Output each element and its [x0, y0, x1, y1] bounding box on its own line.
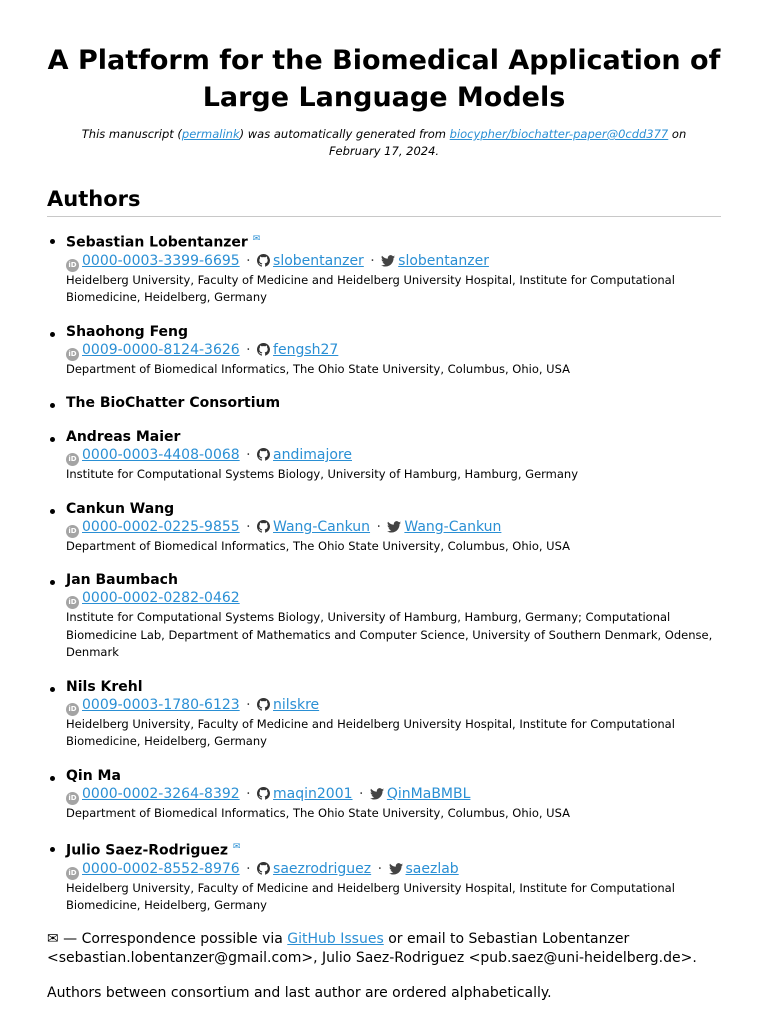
orcid-icon: iD: [66, 596, 79, 609]
orcid-link[interactable]: 0000-0002-0282-0462: [82, 590, 240, 607]
orcid-link[interactable]: 0000-0002-8552-8976: [82, 860, 240, 877]
author-order-note: Authors between consortium and last author are ordered alphabetically.: [47, 984, 552, 1001]
separator: ·: [241, 518, 256, 535]
author-item: [47, 231, 721, 307]
separator: ·: [241, 785, 256, 802]
github-icon: [257, 787, 270, 805]
paper-title: A Platform for the Biomedical Application of Large Language Models: [47, 45, 721, 113]
orcid-icon: iD: [66, 792, 79, 805]
paper-page: [47, 0, 721, 1017]
author-item: [47, 501, 721, 556]
separator: ·: [241, 341, 256, 358]
author-ids: [66, 785, 721, 805]
github-icon: [257, 862, 270, 880]
github-icon: [257, 448, 270, 466]
author-ids: [66, 860, 721, 880]
twitter-icon: [387, 520, 401, 538]
orcid-icon: iD: [66, 259, 79, 272]
author-ids: [66, 341, 721, 361]
github-link[interactable]: saezrodriguez: [273, 860, 372, 877]
github-link[interactable]: andimajore: [273, 447, 352, 464]
twitter-link[interactable]: Wang-Cankun: [404, 518, 502, 535]
separator: ·: [372, 518, 386, 535]
orcid-icon: iD: [66, 348, 79, 361]
author-ids: [66, 696, 721, 716]
manuscript-note: This manuscript (permalink) was automatically generated from biocypher/biochatter-paper@0cdd377 on February 17, 2024.: [81, 127, 687, 158]
orcid-link[interactable]: 0000-0003-3399-6695: [82, 252, 240, 269]
separator: ·: [241, 696, 256, 713]
author-item: [47, 839, 721, 915]
author-affiliation: Heidelberg University, Faculty of Medicine and Heidelberg University Hospital, Institute for Computational Biomedicine, Heidelberg, Germany: [66, 880, 675, 913]
author-affiliation: Department of Biomedical Informatics, The Ohio State University, Columbus, Ohio, USA: [66, 538, 570, 553]
author-list: [47, 231, 721, 915]
github-icon: [257, 254, 270, 272]
repo-commit-link[interactable]: biocypher/biochatter-paper@0cdd377: [449, 127, 669, 141]
orcid-icon: iD: [66, 703, 79, 716]
orcid-icon: iD: [66, 525, 79, 538]
separator: ·: [365, 252, 380, 269]
author-name: Nils Krehl: [66, 678, 143, 695]
author-affiliation: Department of Biomedical Informatics, The Ohio State University, Columbus, Ohio, USA: [66, 805, 570, 820]
author-name: Julio Saez-Rodriguez ✉: [66, 842, 241, 859]
author-ids: [66, 446, 721, 466]
github-icon: [257, 698, 270, 716]
author-affiliation: Institute for Computational Systems Biology, University of Hamburg, Hamburg, Germany; Computational Biomedicine Lab, Department of Mathematics and Computer Science, University of Southern Denmark, Odense, Denmark: [66, 610, 713, 660]
author-affiliation: Institute for Computational Systems Biology, University of Hamburg, Hamburg, Germany: [66, 467, 579, 482]
orcid-icon: iD: [66, 867, 79, 880]
mail-icon[interactable]: ✉: [232, 842, 241, 853]
author-name: Andreas Maier: [66, 429, 181, 446]
author-affiliation: Heidelberg University, Faculty of Medicine and Heidelberg University Hospital, Institute for Computational Biomedicine, Heidelberg, Germany: [66, 272, 675, 305]
github-link[interactable]: maqin2001: [273, 785, 353, 802]
github-issues-link[interactable]: GitHub Issues: [287, 930, 384, 947]
separator: ·: [241, 252, 256, 269]
separator: ·: [241, 447, 256, 464]
author-name: Cankun Wang: [66, 500, 175, 517]
github-link[interactable]: fengsh27: [273, 341, 339, 358]
author-ids: [66, 518, 721, 538]
author-name: The BioChatter Consortium: [66, 395, 281, 412]
orcid-icon: iD: [66, 453, 79, 466]
author-name: Qin Ma: [66, 767, 121, 784]
github-icon: [257, 520, 270, 538]
twitter-icon: [389, 862, 403, 880]
github-link[interactable]: slobentanzer: [273, 252, 364, 269]
author-item: [47, 395, 721, 412]
author-affiliation: Heidelberg University, Faculty of Medicine and Heidelberg University Hospital, Institute for Computational Biomedicine, Heidelberg, Germany: [66, 716, 675, 749]
orcid-link[interactable]: 0009-0000-8124-3626: [82, 341, 240, 358]
separator: ·: [354, 785, 368, 802]
author-item: [47, 429, 721, 484]
separator: ·: [373, 860, 387, 877]
orcid-link[interactable]: 0009-0003-1780-6123: [82, 696, 240, 713]
twitter-icon: [370, 787, 384, 805]
author-item: [47, 324, 721, 379]
github-link[interactable]: nilskre: [273, 696, 320, 713]
author-item: [47, 679, 721, 751]
twitter-link[interactable]: slobentanzer: [398, 252, 489, 269]
github-icon: [257, 343, 270, 361]
authors-heading: Authors: [47, 186, 721, 217]
orcid-link[interactable]: 0000-0002-0225-9855: [82, 518, 240, 535]
mail-icon[interactable]: ✉: [252, 234, 261, 244]
author-affiliation: Department of Biomedical Informatics, The Ohio State University, Columbus, Ohio, USA: [66, 361, 570, 376]
twitter-icon: [381, 254, 395, 272]
author-item: [47, 572, 721, 662]
author-name: Shaohong Feng: [66, 323, 189, 340]
author-name: Sebastian Lobentanzer ✉: [66, 234, 261, 251]
twitter-link[interactable]: saezlab: [405, 860, 459, 877]
correspondence-note: ✉ — Correspondence possible via GitHub Issues or email to Sebastian Lobentanzer <sebastian.lobentanzer@gmail.com>, Julio Saez-Rodriguez <pub.saez@uni-heidelberg.de>.: [47, 930, 697, 966]
author-ids: [66, 252, 721, 272]
author-ids: [66, 589, 721, 609]
separator: ·: [241, 860, 256, 877]
author-name: Jan Baumbach: [66, 572, 178, 589]
orcid-link[interactable]: 0000-0002-3264-8392: [82, 785, 240, 802]
author-item: [47, 768, 721, 823]
twitter-link[interactable]: QinMaBMBL: [386, 785, 471, 802]
permalink-link[interactable]: permalink: [181, 127, 240, 141]
orcid-link[interactable]: 0000-0003-4408-0068: [82, 447, 240, 464]
github-link[interactable]: Wang-Cankun: [273, 518, 371, 535]
